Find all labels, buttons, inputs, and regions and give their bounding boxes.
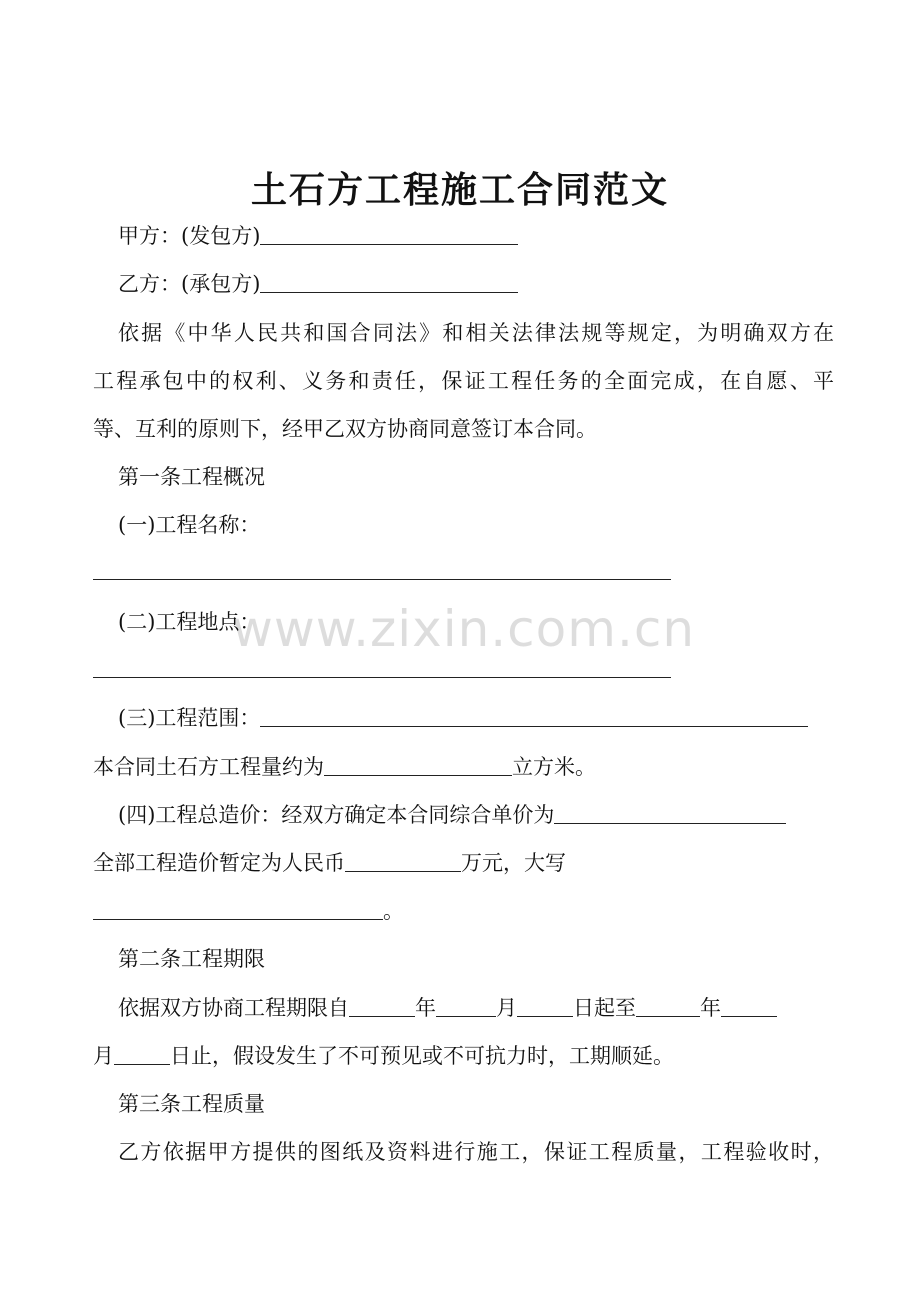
volume-line [93,752,834,782]
party-b-label: 乙方：(承包方) [118,272,261,296]
period-line-1 [118,993,834,1023]
project-name-label: (一)工程名称： [118,513,261,537]
article-2-heading: 第二条工程期限 [118,947,265,971]
volume-unit: 立方米。 [512,755,596,779]
volume-label: 本合同土石方工程量约为 [93,755,324,779]
party-a-label: 甲方：(发包方) [118,224,261,248]
preamble-line-1: 依据《中华人民共和国合同法》和相关法律法规等规定，为明确双方在 [118,321,834,345]
project-scope-line [118,703,834,733]
party-a-blank [260,222,518,245]
total-in-words-blank [93,897,383,920]
project-scope-blank [260,704,808,727]
start-year-label: 年 [415,996,436,1020]
start-day-blank [517,994,573,1017]
total-in-words-end: 。 [383,899,404,923]
total-in-words-line [93,896,834,926]
party-a-line [118,221,834,251]
article-3-heading: 第三条工程质量 [118,1092,265,1116]
start-day-label: 日起至 [573,996,636,1020]
start-month-label: 月 [496,996,517,1020]
period-line-2 [93,1041,834,1071]
unit-price-label: (四)工程总造价：经双方确定本合同综合单价为 [118,803,555,827]
end-day-blank [114,1042,170,1065]
preamble-line-2: 工程承包中的权利、义务和责任，保证工程任务的全面完成，在自愿、平 [93,369,834,393]
period-start-label: 依据双方协商工程期限自 [118,996,349,1020]
total-price-blank [345,849,461,872]
end-year-label: 年 [700,996,721,1020]
end-year-blank [636,994,700,1017]
preamble-line-3: 等、互利的原则下，经甲乙双方协商同意签订本合同。 [93,417,597,441]
total-price-unit: 万元，大写 [461,851,566,875]
project-scope-label: (三)工程范围： [118,706,261,730]
document-title: 土石方工程施工合同范文 [250,169,669,211]
party-b-line [118,269,834,299]
total-price-line [93,848,834,878]
end-month-label: 月 [93,1044,114,1068]
unit-price-line [118,800,834,830]
site-watermark: www.zixin.com.cn [232,600,696,658]
project-location-blank [93,677,671,678]
start-month-blank [436,994,496,1017]
volume-blank [324,753,512,776]
project-location-label: (二)工程地点： [118,610,261,634]
total-price-label: 全部工程造价暂定为人民币 [93,851,345,875]
period-end-text: 日止，假设发生了不可预见或不可抗力时，工期顺延。 [170,1044,674,1068]
start-year-blank [349,994,415,1017]
article-1-heading: 第一条工程概况 [118,465,265,489]
quality-line-1: 乙方依据甲方提供的图纸及资料进行施工，保证工程质量，工程验收时， [118,1140,834,1164]
unit-price-blank [554,801,786,824]
end-month-blank [721,994,777,1017]
project-name-blank [93,579,671,580]
party-b-blank [260,270,518,293]
